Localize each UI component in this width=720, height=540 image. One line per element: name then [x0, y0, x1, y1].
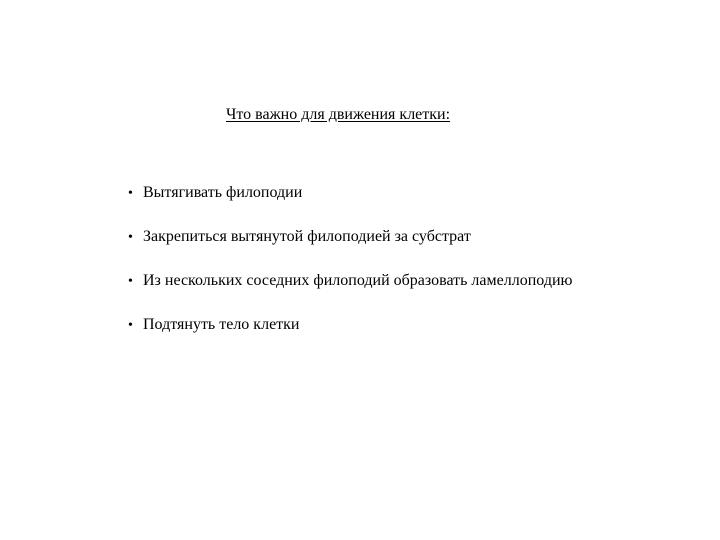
list-item-text: Закрепиться вытянутой филоподией за субстрат [143, 228, 471, 245]
list-item [128, 271, 572, 315]
bullet-icon: • [128, 318, 133, 333]
list-item-text: Подтянуть тело клетки [143, 316, 300, 333]
bullet-icon: • [128, 186, 133, 201]
list-item-text: Вытягивать филоподии [143, 184, 303, 201]
slide-title: Что важно для движения клетки: [226, 106, 451, 123]
bullet-list [128, 183, 572, 359]
list-item [128, 227, 572, 271]
list-item-text: Из нескольких соседних филоподий образовать ламеллоподию [143, 272, 573, 289]
list-item [128, 183, 572, 227]
list-item [128, 315, 572, 359]
bullet-icon: • [128, 230, 133, 245]
bullet-icon: • [128, 274, 133, 289]
